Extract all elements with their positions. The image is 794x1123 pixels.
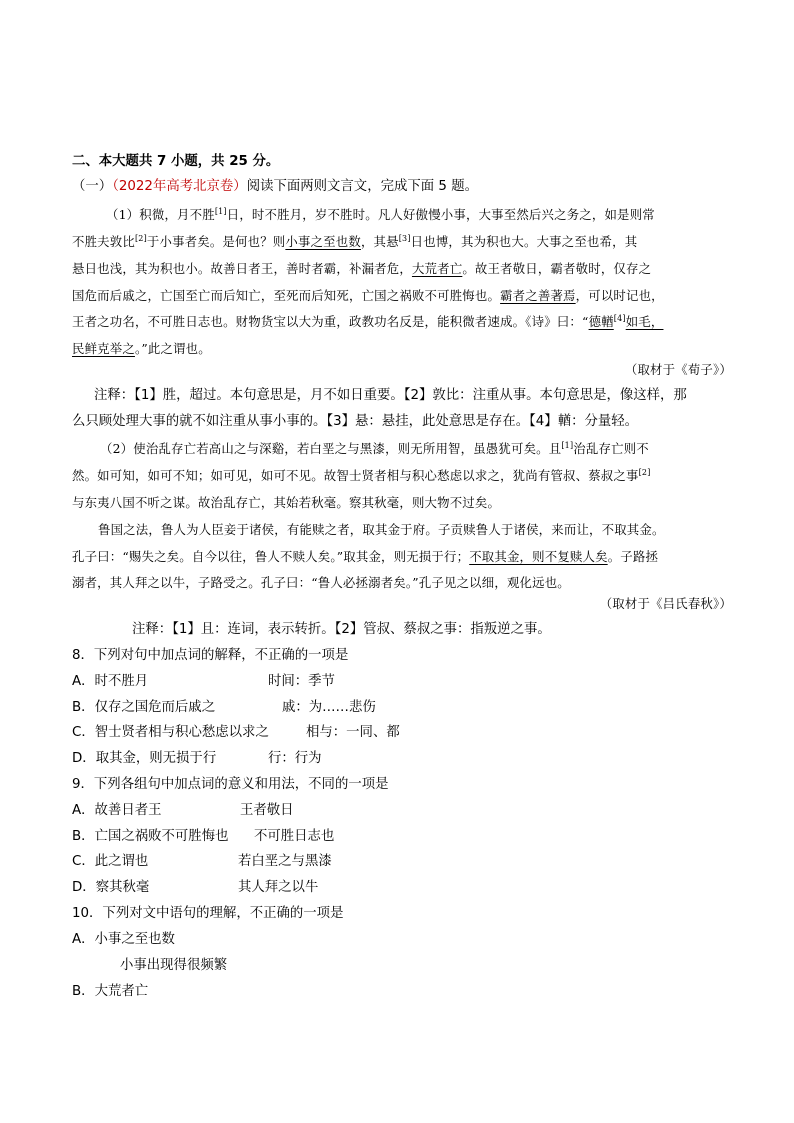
p1-text: 国危而后戚之，亡国至亡而后知亡，至死而后知死，亡国之祸败不可胜悔也。 — [72, 288, 501, 303]
footnote-marker: [3] — [398, 233, 411, 243]
passage1-line1 — [72, 205, 732, 225]
p1-text: 日也博，其为积也大。大事之至也希，其 — [410, 234, 638, 249]
underlined-phrase: 如毛， — [625, 314, 664, 329]
q9-stem: 9．下列各组句中加点词的意义和用法，不同的一项是 — [72, 777, 389, 792]
passage2-line5 — [72, 547, 732, 567]
underlined-phrase: 德輶 — [588, 314, 614, 329]
option-sentence: D．察其秋毫 — [72, 880, 150, 895]
option-pair: 不可胜日志也 — [254, 829, 335, 844]
intro-source: （2022年高考北京卷） — [112, 179, 247, 194]
option-sentence: B．亡国之祸败不可胜悔也 — [72, 829, 229, 844]
p2-text: （2）使治乱存亡若高山之与深谿，若白垩之与黑漆，则无所用智，虽愚犹可矣。且 — [100, 441, 562, 456]
passage1-line6 — [72, 339, 732, 359]
option-sentence: A．故善日者王 — [72, 803, 162, 818]
p1-text: 王者之功名，不可胜日志也。财物货宝以大为重，政教功名反是，能积微者速成。《诗》曰：“ — [72, 314, 589, 329]
p2-text: 。子路拯 — [607, 549, 659, 564]
p1-text: 日，时不胜月，岁不胜时。凡人好傲慢小事，大事至然后兴之务之，如是则常 — [226, 207, 655, 222]
option-sentence: A．时不胜月 — [72, 674, 149, 689]
section-heading: 二、本大题共 7 小题，共 25 分。 — [72, 154, 280, 169]
q10-stem: 10．下列对文中语句的理解，不正确的一项是 — [72, 906, 344, 921]
q10-option-b: B．大荒者亡 — [72, 984, 149, 999]
passage1-line4 — [72, 286, 732, 306]
option-sentence: B．仅存之国危而后戚之 — [72, 700, 216, 715]
passage2-line4: 鲁国之法，鲁人为人臣妾于诸侯，有能赎之者，取其金于府。子贡赎鲁人于诸侯，来而让，不取其金。 — [98, 522, 665, 537]
p2-text: 孔子曰：“赐失之矣。自今以往，鲁人不赎人矣。”取其金，则无损于行； — [72, 549, 470, 564]
notes1-line1: 注释：【1】胜，超过。本句意思是，月不如日重要。【2】敦比：注重从事。本句意思是，像这样，那 — [94, 388, 687, 403]
p1-text: ，其悬 — [360, 234, 399, 249]
passage2-line1 — [72, 439, 732, 459]
q8-option-a — [72, 672, 732, 692]
option-explanation: 戚：为……悲伤 — [282, 700, 376, 715]
p2-text: 治乱存亡则不 — [573, 441, 649, 456]
q8-option-b — [72, 698, 732, 718]
option-explanation: 行：行为 — [268, 751, 322, 766]
p1-text: 悬日也浅，其为积也小。故善日者王，善时者霸，补漏者危， — [72, 261, 412, 276]
p1-text: 。”此之谓也。 — [134, 341, 211, 356]
underlined-phrase: 大荒者亡 — [411, 261, 463, 276]
section-intro — [72, 177, 732, 197]
option-pair: 若白垩之与黑漆 — [238, 854, 332, 869]
q8-option-c — [72, 723, 732, 743]
q8-option-d — [72, 749, 732, 769]
intro-rest: 阅读下面两则文言文，完成下面 5 题。 — [246, 179, 478, 194]
underlined-phrase: 霸者之善著焉 — [500, 288, 576, 303]
underlined-phrase: 不取其金，则不复赎人矣 — [469, 549, 608, 564]
p1-text: 。故王者敬日，霸者敬时，仅存之 — [462, 261, 652, 276]
q10-option-a: A．小事之至也数 — [72, 932, 175, 947]
q8-stem: 8．下列对句中加点词的解释，不正确的一项是 — [72, 648, 349, 663]
passage2-source: （取材于《吕氏春秋》） — [599, 596, 732, 611]
option-sentence: C．智士贤者相与积心愁虑以求之 — [72, 725, 269, 740]
q9-option-d — [72, 878, 732, 898]
q10-option-a-meaning: 小事出现得很频繁 — [120, 958, 228, 973]
option-sentence: C．此之谓也 — [72, 854, 149, 869]
footnote-marker: [1] — [214, 206, 227, 216]
passage1-source: （取材于《荀子》） — [624, 362, 732, 377]
p2-text: 然。如可知，如可不知；如可见，如可不见。故智士贤者相与积心愁虑以求之，犹尚有管叔、蔡叔之事 — [72, 468, 639, 483]
option-explanation: 时间：季节 — [268, 674, 335, 689]
p1-text: ，可以时记也， — [575, 288, 664, 303]
passage2-line6: 溺者，其人拜之以牛，子路受之。孔子曰：“鲁人必拯溺者矣。”孔子见之以细，观化远也。 — [72, 575, 570, 590]
option-pair: 王者敬日 — [240, 803, 294, 818]
q9-option-b — [72, 827, 732, 847]
p1-text: 不胜夫敦比 — [72, 234, 135, 249]
passage1-line2 — [72, 232, 732, 252]
passage2-line3: 与东夷八国不听之谋。故治乱存亡，其始若秋毫。察其秋毫，则大物不过矣。 — [72, 495, 501, 510]
option-explanation: 相与：一同、都 — [306, 725, 400, 740]
passage1-line5 — [72, 312, 732, 332]
passage1-line3 — [72, 259, 732, 279]
p1-text: （1）积微，月不胜 — [106, 207, 215, 222]
q9-option-c — [72, 852, 732, 872]
footnote-marker: [2] — [134, 233, 147, 243]
underlined-phrase: 小事之至也数 — [285, 234, 361, 249]
footnote-marker: [1] — [561, 440, 574, 450]
option-sentence: D．取其金，则无损于行 — [72, 751, 217, 766]
underlined-phrase: 民鲜克举之 — [72, 341, 135, 356]
p1-text: 于小事者矣。是何也？则 — [146, 234, 286, 249]
footnote-marker: [2] — [638, 467, 651, 477]
option-pair: 其人拜之以牛 — [238, 880, 319, 895]
q9-option-a — [72, 801, 732, 821]
notes2: 注释：【1】且：连词，表示转折。【2】管叔、蔡叔之事：指叛逆之事。 — [132, 622, 551, 637]
footnote-marker: [4] — [613, 313, 626, 323]
passage2-line2 — [72, 466, 732, 486]
intro-prefix: （一） — [72, 179, 113, 194]
notes1-line2: 么只顾处理大事的就不如注重从事小事的。【3】悬：悬挂，此处意思是存在。【4】輶：分量轻。 — [72, 414, 639, 429]
